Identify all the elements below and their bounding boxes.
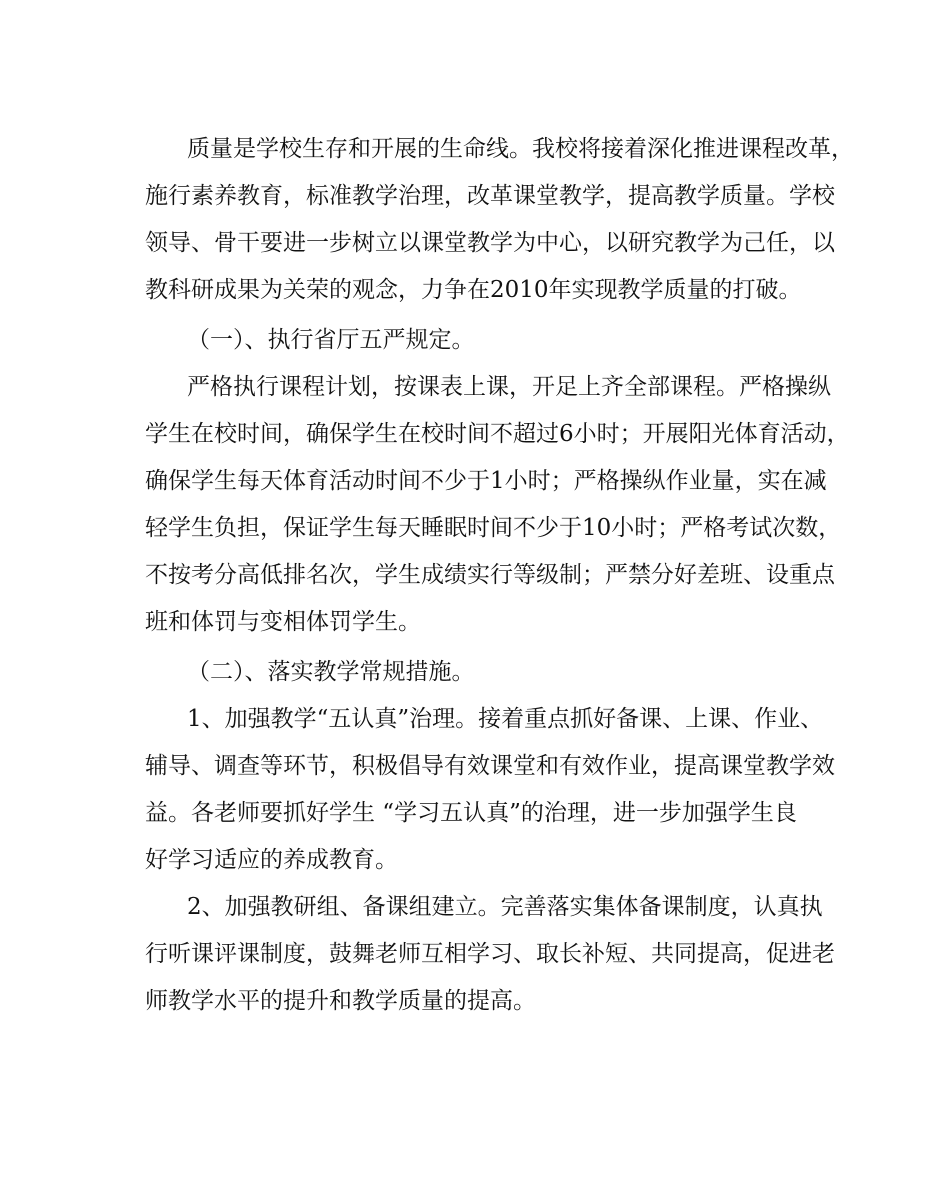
section-heading-1: （一）、执行省厅五严规定。: [187, 327, 475, 353]
paragraph-2-line-5: 不按考分高低排名次，学生成绩实行等级制；严禁分好差班、设重点: [145, 562, 835, 588]
paragraph-4-line-1: 2、加强教研组、备课组建立。完善落实集体备课制度，认真执: [187, 894, 823, 920]
paragraph-2-line-4: 轻学生负担，保证学生每天睡眠时间不少于10小时；严格考试次数，: [145, 515, 842, 541]
paragraph-2-line-1: 严格执行课程计划，按课表上课，开足上齐全部课程。严格操纵: [187, 374, 831, 400]
paragraph-2-line-3: 确保学生每天体育活动时间不少于1小时；严格操纵作业量，实在减: [145, 468, 827, 494]
paragraph-1-line-3: 领导、骨干要进一步树立以课堂教学为中心，以研究教学为己任，以: [145, 230, 835, 256]
paragraph-1-line-4: 教科研成果为关荣的观念，力争在2010年实现教学质量的打破。: [145, 277, 802, 303]
paragraph-1-line-1: 质量是学校生存和开展的生命线。我校将接着深化推进课程改革，: [187, 136, 854, 162]
paragraph-4-line-2: 行听课评课制度，鼓舞老师互相学习、取长补短、共同提高，促进老: [145, 941, 835, 967]
paragraph-3-line-1: 1、加强教学“五认真”治理。接着重点抓好备课、上课、作业、: [187, 706, 824, 732]
paragraph-3-line-4: 好学习适应的养成教育。: [145, 847, 398, 873]
paragraph-3-line-3: 益。各老师要抓好学生 “学习五认真”的治理，进一步加强学生良: [145, 800, 797, 826]
section-heading-2: （二）、落实教学常规措施。: [187, 659, 475, 685]
paragraph-3-line-2: 辅导、调查等环节，积极倡导有效课堂和有效作业，提高课堂教学效: [145, 753, 835, 779]
paragraph-1-line-2: 施行素养教育，标准教学治理，改革课堂教学，提高教学质量。学校: [145, 183, 835, 209]
paragraph-2-line-2: 学生在校时间，确保学生在校时间不超过6小时；开展阳光体育活动，: [145, 421, 850, 447]
paragraph-2-line-6: 班和体罚与变相体罚学生。: [145, 609, 421, 635]
paragraph-4-line-3: 师教学水平的提升和教学质量的提高。: [145, 988, 536, 1014]
